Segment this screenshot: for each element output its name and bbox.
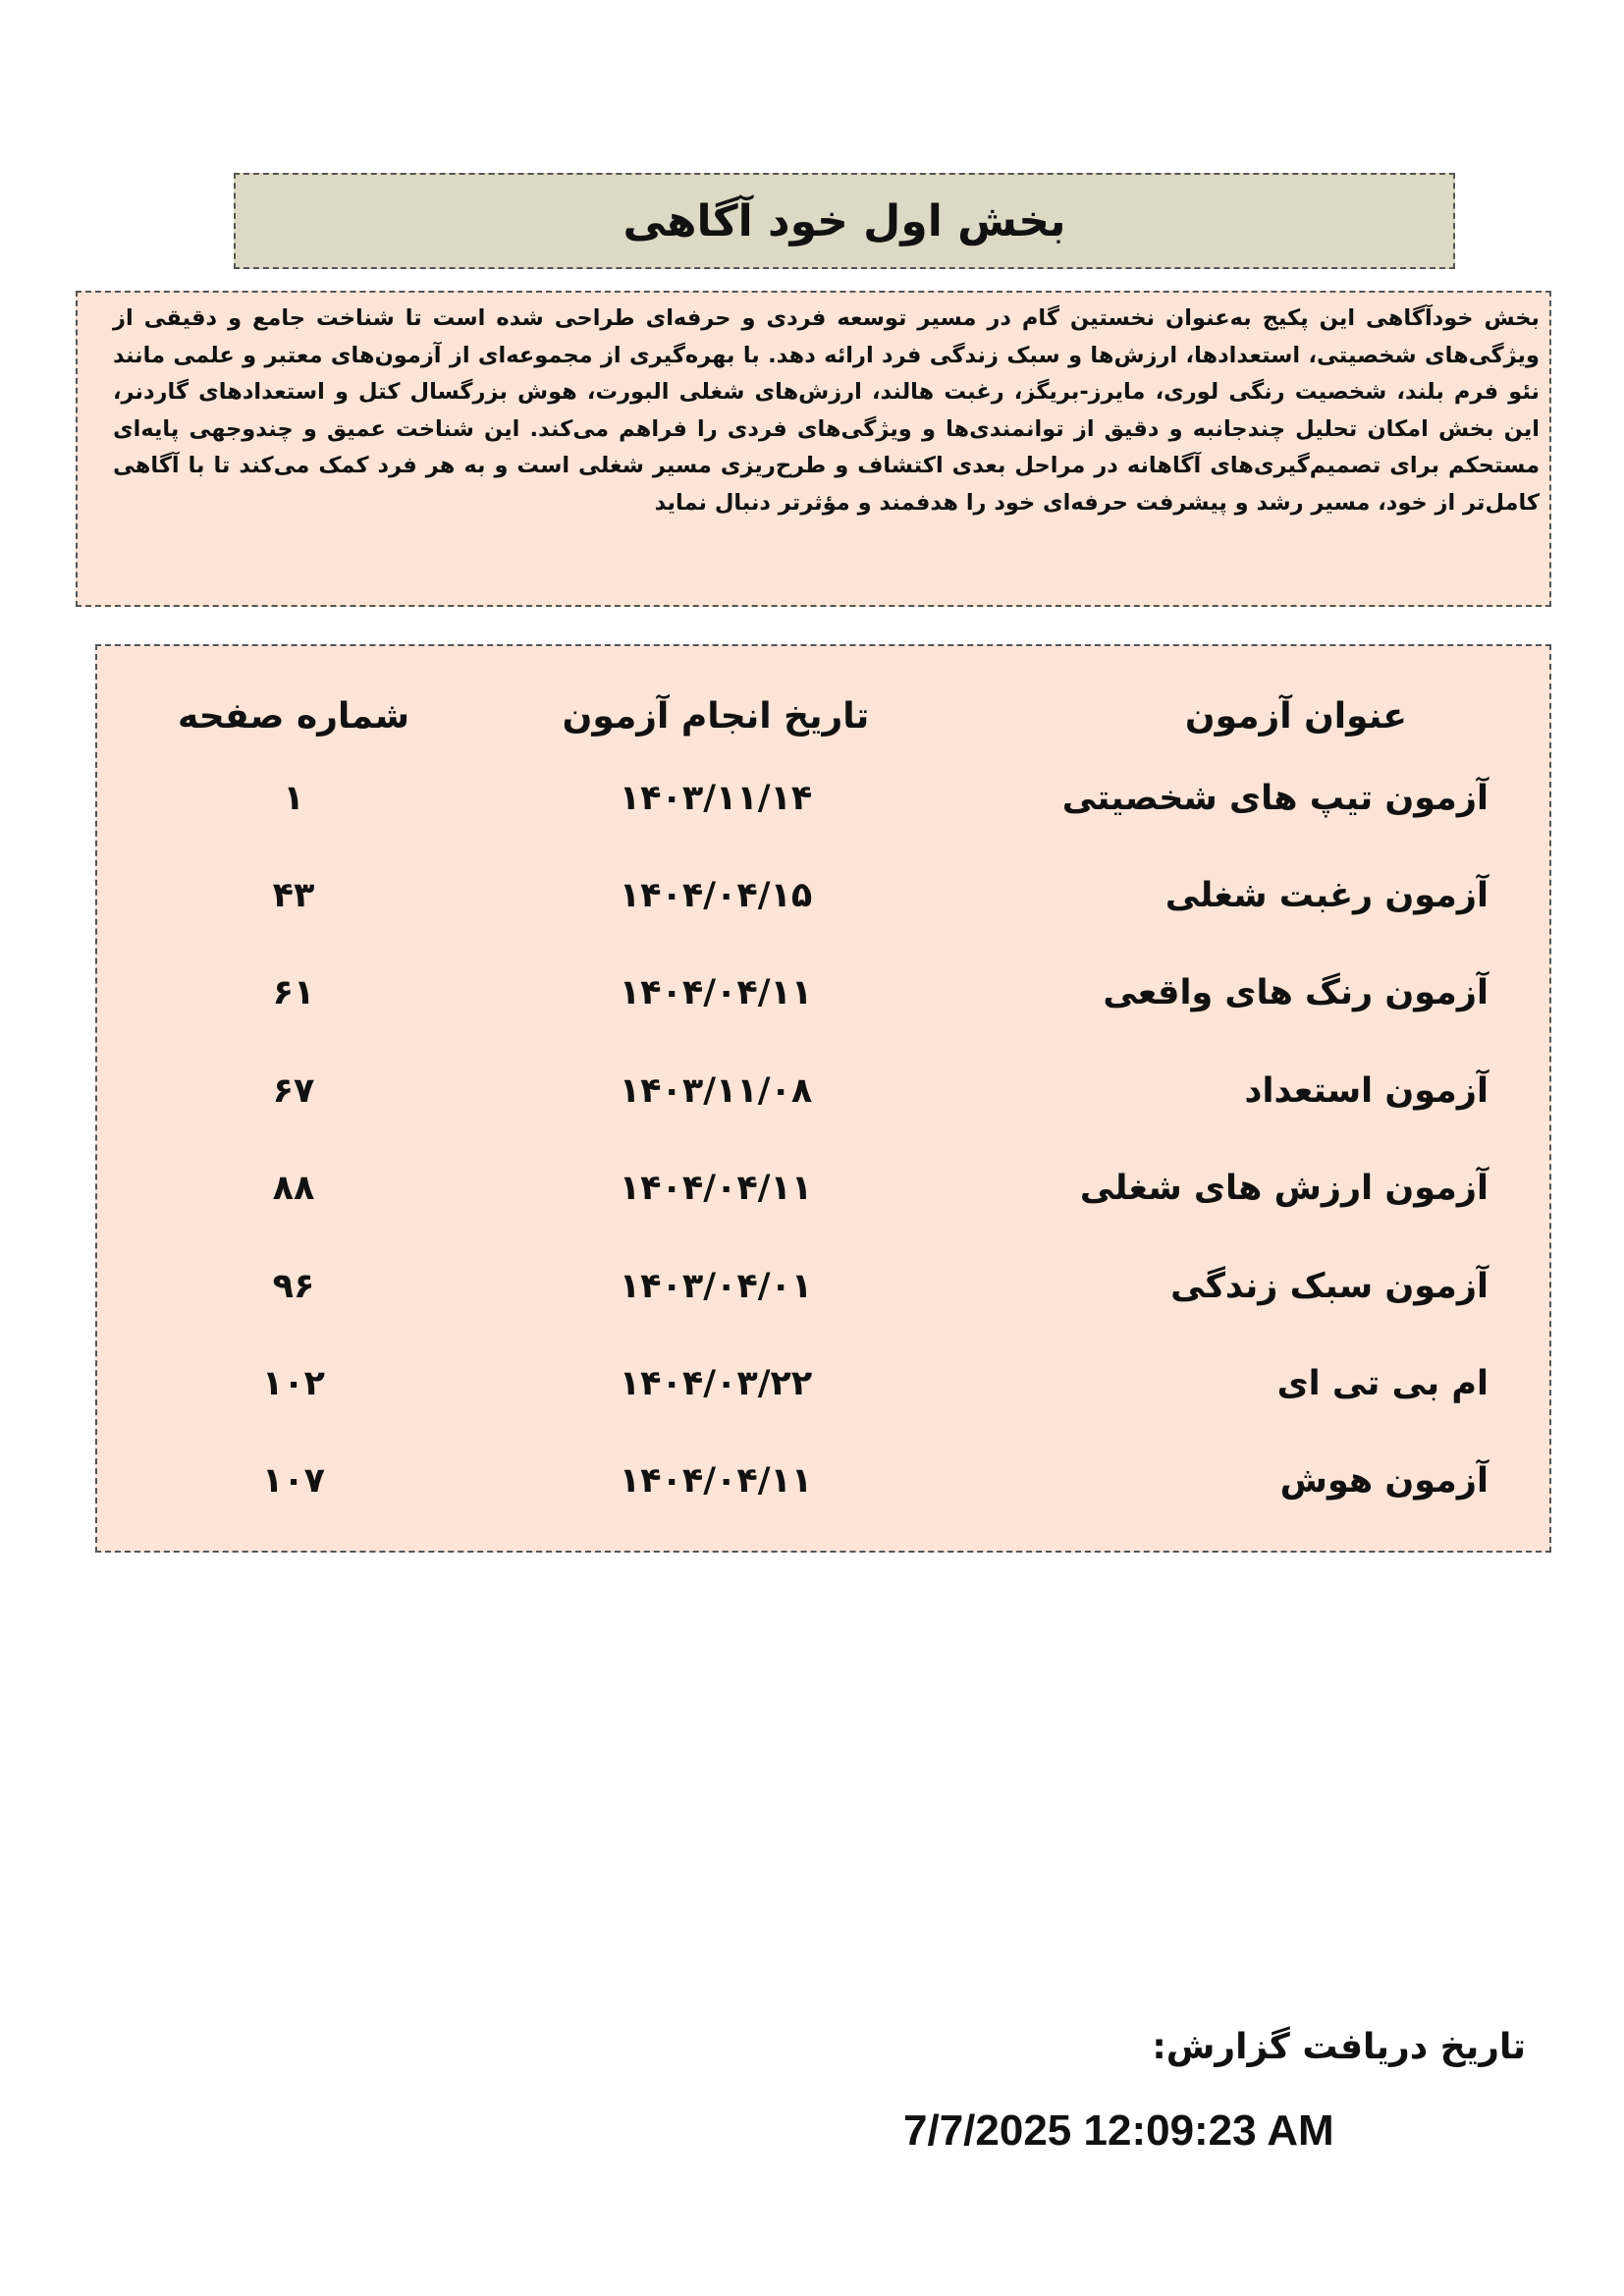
test-title: آزمون رغبت شغلی bbox=[1164, 876, 1489, 915]
header-page-number: شماره صفحه bbox=[177, 696, 410, 737]
test-date: ۱۴۰۳/۱۱/۰۸ bbox=[619, 1071, 813, 1111]
test-title: آزمون هوش bbox=[1279, 1461, 1489, 1501]
test-title: ام بی تی ای bbox=[1276, 1364, 1489, 1403]
page-number: ۴۳ bbox=[272, 876, 315, 915]
intro-box bbox=[76, 291, 1551, 607]
table-row bbox=[97, 1257, 1549, 1316]
page-number: ۱۰۲ bbox=[261, 1364, 326, 1403]
test-title: آزمون تیپ های شخصیتی bbox=[1061, 779, 1489, 818]
test-date: ۱۴۰۴/۰۳/۲۲ bbox=[619, 1364, 813, 1403]
table-row bbox=[97, 1159, 1549, 1218]
table-row bbox=[97, 1062, 1549, 1121]
test-date: ۱۴۰۴/۰۴/۱۱ bbox=[619, 973, 813, 1012]
header-test-title: عنوان آزمون bbox=[1184, 696, 1407, 737]
test-title: آزمون سبک زندگی bbox=[1170, 1267, 1489, 1306]
page-number: ۶۱ bbox=[272, 973, 315, 1012]
test-date: ۱۴۰۴/۰۴/۱۱ bbox=[619, 1169, 813, 1208]
header-test-date: تاریخ انجام آزمون bbox=[562, 696, 870, 737]
section-title: بخش اول خود آگاهی bbox=[623, 195, 1066, 246]
test-title: آزمون رنگ های واقعی bbox=[1103, 973, 1489, 1012]
report-date-value: 7/7/2025 12:09:23 AM bbox=[903, 2106, 1334, 2155]
report-date-label: تاریخ دریافت گزارش: bbox=[1152, 2027, 1526, 2067]
test-date: ۱۴۰۳/۱۱/۱۴ bbox=[619, 779, 813, 818]
test-date: ۱۴۰۴/۰۴/۱۵ bbox=[619, 876, 813, 915]
test-date: ۱۴۰۴/۰۴/۱۱ bbox=[619, 1461, 813, 1501]
intro-paragraph: بخش خودآگاهی این پکیج به‌عنوان نخستین گام در مسیر توسعه فردی و حرفه‌ای طراحی شده است تا شناخت جامع و دقیقی از ویژگی‌های شخصیتی، استعدادها، ارزش‌ها و سبک زندگی فرد ارائه دهد. با بهره‌گیری از مجموعه‌ای از آزمون‌های معتبر و علمی مانند نئو فرم بلند، شخصیت رنگی لوری، مایرز-بریگز، رغبت هالند، ارزش‌های شغلی البورت، هوش بزرگسال کتل و استعدادهای گاردنر، این بخش امکان تحلیل چندجانبه و دقیق از توانمندی‌ها و ویژگی‌های فردی را فراهم می‌کند. این شناخت عمیق و چندوجهی پایه‌ای مستحکم برای تصمیم‌گیری‌های آگاهانه در مراحل بعدی اکتشاف و طرح‌ریزی مسیر شغلی است و به هر فرد کمک می‌کند تا با آگاهی کامل‌تر از خود، مسیر رشد و پیشرفت حرفه‌ای خود را هدفمند و مؤثرتر دنبال نماید bbox=[113, 305, 1540, 516]
test-title: آزمون استعداد bbox=[1244, 1071, 1489, 1111]
table-row bbox=[97, 866, 1549, 925]
test-title: آزمون ارزش های شغلی bbox=[1079, 1169, 1489, 1208]
page-number: ۱۰۷ bbox=[261, 1461, 326, 1501]
page-number: ۱ bbox=[283, 779, 304, 818]
page-number: ۹۶ bbox=[272, 1267, 315, 1306]
section-title-box bbox=[234, 173, 1455, 269]
tests-table bbox=[95, 644, 1551, 1553]
table-row bbox=[97, 769, 1549, 828]
table-header-row bbox=[97, 687, 1549, 746]
test-date: ۱۴۰۳/۰۴/۰۱ bbox=[619, 1267, 813, 1306]
table-row bbox=[97, 963, 1549, 1022]
table-row bbox=[97, 1451, 1549, 1510]
page-number: ۸۸ bbox=[272, 1169, 315, 1208]
table-row bbox=[97, 1354, 1549, 1413]
page-number: ۶۷ bbox=[272, 1071, 315, 1111]
